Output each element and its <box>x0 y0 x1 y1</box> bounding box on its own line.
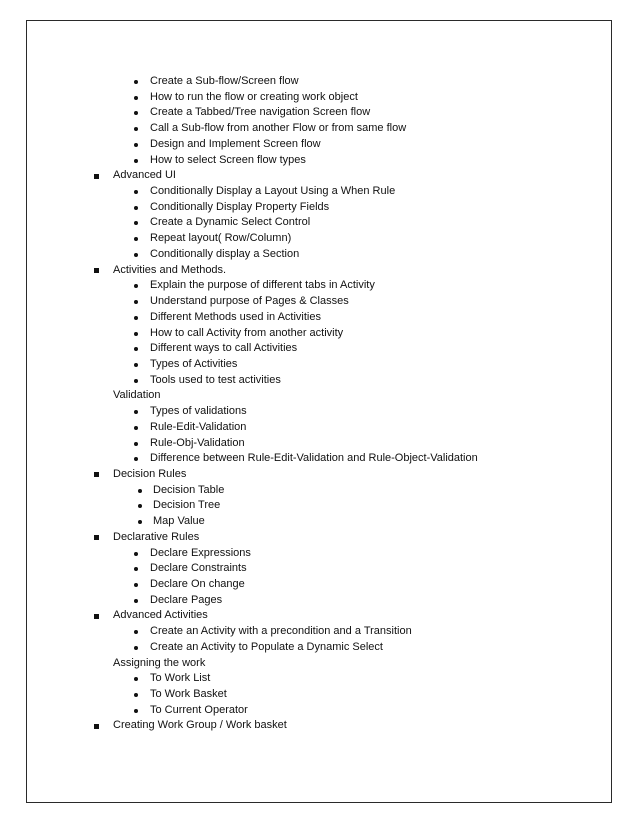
list-item <box>0 326 638 342</box>
item-text: Rule-Edit-Validation <box>150 420 247 433</box>
item-text: Call a Sub-flow from another Flow or from same flow <box>150 122 407 135</box>
round-bullet-icon <box>138 504 142 508</box>
square-bullet-icon <box>94 535 99 540</box>
list-item <box>0 483 638 499</box>
round-bullet-icon <box>134 300 138 304</box>
round-bullet-icon <box>134 693 138 697</box>
round-bullet-icon <box>134 646 138 650</box>
round-bullet-icon <box>134 96 138 100</box>
square-bullet-icon <box>94 724 99 729</box>
list-item <box>0 215 638 231</box>
item-text: Creating Work Group / Work basket <box>113 719 287 732</box>
list-item <box>0 105 638 121</box>
item-text: Conditionally Display Property Fields <box>150 200 330 213</box>
square-bullet-icon <box>94 174 99 179</box>
subheading-row <box>0 656 638 672</box>
round-bullet-icon <box>134 567 138 571</box>
section-heading-row <box>0 608 638 624</box>
item-text: Understand purpose of Pages & Classes <box>150 295 349 308</box>
round-bullet-icon <box>134 111 138 115</box>
list-item <box>0 184 638 200</box>
item-text: Create an Activity with a precondition and a Transition <box>150 625 412 638</box>
item-text: Create an Activity to Populate a Dynamic Select <box>150 640 383 653</box>
section-heading-row <box>0 263 638 279</box>
item-text: Rule-Obj-Validation <box>150 436 245 449</box>
list-item <box>0 451 638 467</box>
item-text: Repeat layout( Row/Column) <box>150 232 292 245</box>
list-item <box>0 310 638 326</box>
round-bullet-icon <box>134 583 138 587</box>
list-item <box>0 90 638 106</box>
list-item <box>0 341 638 357</box>
round-bullet-icon <box>134 332 138 336</box>
section-heading-row <box>0 168 638 184</box>
round-bullet-icon <box>134 80 138 84</box>
round-bullet-icon <box>134 284 138 288</box>
round-bullet-icon <box>134 237 138 241</box>
round-bullet-icon <box>134 347 138 351</box>
outline-list <box>0 74 638 734</box>
round-bullet-icon <box>134 410 138 414</box>
list-item <box>0 593 638 609</box>
round-bullet-icon <box>134 630 138 634</box>
item-text: Conditionally Display a Layout Using a When Rule <box>150 185 396 198</box>
round-bullet-icon <box>134 442 138 446</box>
list-item <box>0 74 638 90</box>
round-bullet-icon <box>134 709 138 713</box>
list-item <box>0 404 638 420</box>
list-item <box>0 420 638 436</box>
item-text: Create a Tabbed/Tree navigation Screen flow <box>150 106 371 119</box>
item-text: Create a Dynamic Select Control <box>150 216 311 229</box>
item-text: Map Value <box>153 515 205 528</box>
round-bullet-icon <box>134 363 138 367</box>
list-item <box>0 624 638 640</box>
list-item <box>0 577 638 593</box>
round-bullet-icon <box>138 489 142 493</box>
list-item <box>0 640 638 656</box>
section-heading-row <box>0 467 638 483</box>
item-text: Assigning the work <box>113 656 206 669</box>
item-text: To Current Operator <box>150 703 248 716</box>
item-text: Types of validations <box>150 405 247 418</box>
list-item <box>0 687 638 703</box>
list-item <box>0 153 638 169</box>
item-text: Activities and Methods. <box>113 263 227 276</box>
list-item <box>0 561 638 577</box>
list-item <box>0 231 638 247</box>
square-bullet-icon <box>94 472 99 477</box>
subheading-row <box>0 388 638 404</box>
round-bullet-icon <box>134 190 138 194</box>
list-item <box>0 200 638 216</box>
round-bullet-icon <box>134 316 138 320</box>
item-text: Difference between Rule-Edit-Validation and Rule-Object-Validation <box>150 452 478 465</box>
round-bullet-icon <box>134 127 138 131</box>
list-item <box>0 121 638 137</box>
round-bullet-icon <box>134 552 138 556</box>
item-text: Advanced UI <box>113 169 176 182</box>
item-text: Validation <box>113 389 161 402</box>
item-text: How to call Activity from another activity <box>150 326 344 339</box>
list-item <box>0 294 638 310</box>
list-item <box>0 671 638 687</box>
round-bullet-icon <box>134 677 138 681</box>
round-bullet-icon <box>134 159 138 163</box>
item-text: Explain the purpose of different tabs in Activity <box>150 279 375 292</box>
round-bullet-icon <box>134 143 138 147</box>
list-item <box>0 546 638 562</box>
item-text: To Work List <box>150 672 211 685</box>
item-text: Types of Activities <box>150 357 238 370</box>
item-text: Different ways to call Activities <box>150 342 298 355</box>
item-text: How to run the flow or creating work object <box>150 90 358 103</box>
item-text: How to select Screen flow types <box>150 153 306 166</box>
square-bullet-icon <box>94 614 99 619</box>
square-bullet-icon <box>94 268 99 273</box>
item-text: Declare Expressions <box>150 546 251 559</box>
item-text: Conditionally display a Section <box>150 247 300 260</box>
item-text: Declare On change <box>150 578 245 590</box>
round-bullet-icon <box>134 426 138 430</box>
round-bullet-icon <box>134 457 138 461</box>
item-text: Decision Table <box>153 483 225 496</box>
item-text: Different Methods used in Activities <box>150 310 321 323</box>
round-bullet-icon <box>134 206 138 210</box>
item-text: Decision Rules <box>113 467 187 480</box>
list-item <box>0 137 638 153</box>
item-text: Declarative Rules <box>113 530 200 543</box>
round-bullet-icon <box>134 221 138 225</box>
section-heading-row <box>0 530 638 546</box>
item-text: Declare Constraints <box>150 562 247 575</box>
list-item <box>0 514 638 530</box>
item-text: Tools used to test activities <box>150 373 281 386</box>
list-item <box>0 373 638 389</box>
list-item <box>0 357 638 373</box>
round-bullet-icon <box>134 253 138 257</box>
round-bullet-icon <box>134 599 138 603</box>
list-item <box>0 498 638 514</box>
list-item <box>0 278 638 294</box>
item-text: Declare Pages <box>150 593 223 606</box>
item-text: Design and Implement Screen flow <box>150 137 321 150</box>
item-text: Advanced Activities <box>113 609 208 622</box>
section-heading-row <box>0 718 638 734</box>
list-item <box>0 436 638 452</box>
list-item <box>0 247 638 263</box>
list-item <box>0 703 638 719</box>
item-text: Decision Tree <box>153 499 221 512</box>
round-bullet-icon <box>138 520 142 524</box>
round-bullet-icon <box>134 379 138 383</box>
item-text: Create a Sub-flow/Screen flow <box>150 75 299 87</box>
item-text: To Work Basket <box>150 688 227 701</box>
